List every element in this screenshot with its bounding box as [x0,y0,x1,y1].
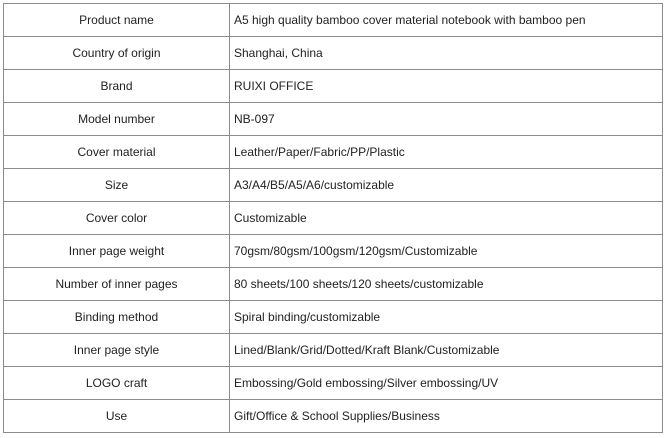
spec-label: Inner page weight [4,235,230,268]
table-row [4,136,663,169]
spec-label: LOGO craft [4,367,230,400]
product-spec-table [3,3,663,433]
spec-label: Inner page style [4,334,230,367]
spec-label: Cover material [4,136,230,169]
spec-label: Cover color [4,202,230,235]
spec-value: A3/A4/B5/A5/A6/customizable [230,169,663,202]
spec-label: Product name [4,4,230,37]
spec-value: 70gsm/80gsm/100gsm/120gsm/Customizable [230,235,663,268]
spec-label: Brand [4,70,230,103]
spec-label: Binding method [4,301,230,334]
table-row [4,367,663,400]
spec-value: Customizable [230,202,663,235]
spec-label: Use [4,400,230,433]
table-row [4,334,663,367]
spec-value: NB-097 [230,103,663,136]
table-row [4,301,663,334]
table-row [4,4,663,37]
spec-label: Number of inner pages [4,268,230,301]
spec-label: Country of origin [4,37,230,70]
spec-value: Gift/Office & School Supplies/Business [230,400,663,433]
spec-value: Spiral binding/customizable [230,301,663,334]
table-row [4,169,663,202]
spec-value: 80 sheets/100 sheets/120 sheets/customizable [230,268,663,301]
table-row [4,400,663,433]
spec-value: Shanghai, China [230,37,663,70]
spec-value: Lined/Blank/Grid/Dotted/Kraft Blank/Customizable [230,334,663,367]
spec-label: Model number [4,103,230,136]
spec-value: A5 high quality bamboo cover material notebook with bamboo pen [230,4,663,37]
spec-label: Size [4,169,230,202]
spec-value: Embossing/Gold embossing/Silver embossing/UV [230,367,663,400]
table-row [4,235,663,268]
table-row [4,103,663,136]
table-row [4,268,663,301]
table-row [4,37,663,70]
spec-value: RUIXI OFFICE [230,70,663,103]
spec-value: Leather/Paper/Fabric/PP/Plastic [230,136,663,169]
table-row [4,202,663,235]
table-row [4,70,663,103]
